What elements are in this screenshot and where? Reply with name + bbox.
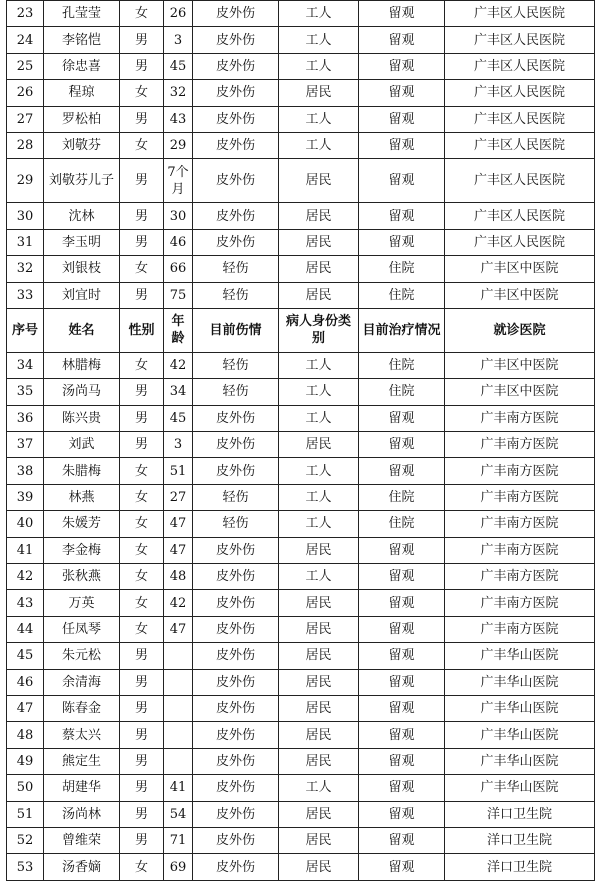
cell-injury: 皮外伤 [193, 27, 279, 53]
cell-hospital: 广丰南方医院 [445, 564, 595, 590]
cell-treatment: 留观 [359, 722, 445, 748]
cell-no: 43 [7, 590, 44, 616]
cell-name: 余清海 [44, 669, 120, 695]
cell-treatment: 留观 [359, 564, 445, 590]
cell-hospital: 广丰南方医院 [445, 405, 595, 431]
cell-no: 23 [7, 1, 44, 27]
cell-hospital: 广丰区人民医院 [445, 80, 595, 106]
cell-no: 41 [7, 537, 44, 563]
cell-name: 曾维荣 [44, 827, 120, 853]
cell-gender: 男 [120, 405, 164, 431]
cell-no: 31 [7, 229, 44, 255]
cell-age: 54 [164, 801, 193, 827]
cell-no: 39 [7, 484, 44, 510]
cell-identity: 工人 [279, 27, 359, 53]
cell-hospital: 广丰南方医院 [445, 537, 595, 563]
cell-no: 45 [7, 643, 44, 669]
table-row [7, 53, 595, 79]
cell-gender: 男 [120, 27, 164, 53]
cell-age: 48 [164, 564, 193, 590]
cell-identity: 居民 [279, 80, 359, 106]
cell-no: 38 [7, 458, 44, 484]
cell-injury: 皮外伤 [193, 590, 279, 616]
cell-injury: 皮外伤 [193, 775, 279, 801]
cell-hospital: 广丰区人民医院 [445, 229, 595, 255]
cell-identity: 工人 [279, 484, 359, 510]
cell-gender: 男 [120, 695, 164, 721]
table-row [7, 564, 595, 590]
cell-injury: 皮外伤 [193, 159, 279, 203]
cell-gender: 女 [120, 352, 164, 378]
cell-injury: 轻伤 [193, 256, 279, 282]
cell-treatment: 留观 [359, 801, 445, 827]
cell-age: 42 [164, 590, 193, 616]
cell-hospital: 广丰南方医院 [445, 458, 595, 484]
table-row [7, 256, 595, 282]
cell-hospital: 广丰南方医院 [445, 616, 595, 642]
cell-treatment: 留观 [359, 669, 445, 695]
cell-age: 29 [164, 132, 193, 158]
cell-hospital: 广丰区人民医院 [445, 27, 595, 53]
cell-age [164, 695, 193, 721]
cell-treatment: 留观 [359, 458, 445, 484]
cell-gender: 女 [120, 537, 164, 563]
cell-treatment: 留观 [359, 432, 445, 458]
cell-treatment: 留观 [359, 590, 445, 616]
cell-identity: 工人 [279, 564, 359, 590]
table-row [7, 27, 595, 53]
cell-no: 44 [7, 616, 44, 642]
cell-name: 熊定生 [44, 748, 120, 774]
cell-gender: 男 [120, 159, 164, 203]
cell-injury: 皮外伤 [193, 537, 279, 563]
cell-name: 沈林 [44, 203, 120, 229]
cell-name: 李金梅 [44, 537, 120, 563]
table-row [7, 159, 595, 203]
table-row [7, 229, 595, 255]
cell-name: 张秋燕 [44, 564, 120, 590]
cell-no: 49 [7, 748, 44, 774]
cell-no: 46 [7, 669, 44, 695]
cell-gender: 男 [120, 106, 164, 132]
cell-age: 41 [164, 775, 193, 801]
cell-no: 53 [7, 854, 44, 880]
cell-name: 汤尚林 [44, 801, 120, 827]
cell-name: 罗松柏 [44, 106, 120, 132]
cell-identity: 居民 [279, 229, 359, 255]
cell-age: 27 [164, 484, 193, 510]
cell-gender: 男 [120, 432, 164, 458]
table-row [7, 827, 595, 853]
cell-gender: 女 [120, 484, 164, 510]
table-row [7, 405, 595, 431]
cell-treatment: 住院 [359, 282, 445, 308]
cell-identity: 工人 [279, 106, 359, 132]
table-row [7, 616, 595, 642]
table-row [7, 590, 595, 616]
cell-no: 48 [7, 722, 44, 748]
cell-treatment: 留观 [359, 748, 445, 774]
cell-hospital: 广丰南方医院 [445, 511, 595, 537]
cell-hospital: 广丰区中医院 [445, 352, 595, 378]
cell-treatment: 留观 [359, 159, 445, 203]
cell-age: 46 [164, 229, 193, 255]
cell-identity: 居民 [279, 643, 359, 669]
cell-gender: 女 [120, 80, 164, 106]
cell-injury: 轻伤 [193, 282, 279, 308]
cell-no: 33 [7, 282, 44, 308]
cell-treatment: 留观 [359, 80, 445, 106]
cell-hospital: 广丰区中医院 [445, 256, 595, 282]
cell-injury: 皮外伤 [193, 405, 279, 431]
cell-no: 26 [7, 80, 44, 106]
cell-treatment: 住院 [359, 256, 445, 282]
table-row [7, 106, 595, 132]
cell-injury: 皮外伤 [193, 1, 279, 27]
cell-identity: 工人 [279, 379, 359, 405]
header-injury: 目前伤情 [193, 308, 279, 352]
cell-no: 47 [7, 695, 44, 721]
cell-injury: 轻伤 [193, 379, 279, 405]
cell-name: 朱媛芳 [44, 511, 120, 537]
cell-name: 胡建华 [44, 775, 120, 801]
cell-identity: 居民 [279, 282, 359, 308]
cell-treatment: 留观 [359, 229, 445, 255]
cell-hospital: 广丰华山医院 [445, 695, 595, 721]
cell-injury: 皮外伤 [193, 80, 279, 106]
cell-identity: 居民 [279, 590, 359, 616]
cell-no: 42 [7, 564, 44, 590]
header-identity: 病人身份类别 [279, 308, 359, 352]
cell-name: 刘武 [44, 432, 120, 458]
cell-age [164, 643, 193, 669]
cell-gender: 女 [120, 458, 164, 484]
cell-injury: 皮外伤 [193, 801, 279, 827]
cell-injury: 轻伤 [193, 511, 279, 537]
cell-injury: 皮外伤 [193, 748, 279, 774]
cell-age: 42 [164, 352, 193, 378]
table-row [7, 801, 595, 827]
cell-name: 刘敬芬 [44, 132, 120, 158]
cell-treatment: 留观 [359, 854, 445, 880]
cell-injury: 皮外伤 [193, 827, 279, 853]
cell-no: 40 [7, 511, 44, 537]
cell-age: 47 [164, 511, 193, 537]
cell-treatment: 住院 [359, 379, 445, 405]
table-row [7, 132, 595, 158]
cell-no: 27 [7, 106, 44, 132]
cell-hospital: 广丰华山医院 [445, 722, 595, 748]
header-name: 姓名 [44, 308, 120, 352]
cell-age: 75 [164, 282, 193, 308]
cell-identity: 居民 [279, 722, 359, 748]
cell-no: 34 [7, 352, 44, 378]
cell-gender: 女 [120, 256, 164, 282]
cell-name: 刘银枝 [44, 256, 120, 282]
cell-name: 汤尚马 [44, 379, 120, 405]
table-row [7, 203, 595, 229]
cell-age: 71 [164, 827, 193, 853]
cell-identity: 工人 [279, 775, 359, 801]
cell-age [164, 722, 193, 748]
table-body-bottom [7, 352, 595, 880]
cell-hospital: 广丰区人民医院 [445, 159, 595, 203]
cell-identity: 居民 [279, 203, 359, 229]
cell-no: 24 [7, 27, 44, 53]
cell-injury: 皮外伤 [193, 132, 279, 158]
cell-age: 32 [164, 80, 193, 106]
cell-no: 29 [7, 159, 44, 203]
cell-age: 69 [164, 854, 193, 880]
cell-hospital: 广丰华山医院 [445, 748, 595, 774]
table-row [7, 282, 595, 308]
table-row [7, 432, 595, 458]
cell-gender: 女 [120, 511, 164, 537]
cell-hospital: 广丰区人民医院 [445, 53, 595, 79]
header-age: 年龄 [164, 308, 193, 352]
header-row [7, 308, 595, 352]
cell-identity: 居民 [279, 159, 359, 203]
cell-gender: 男 [120, 53, 164, 79]
cell-identity: 工人 [279, 405, 359, 431]
cell-no: 36 [7, 405, 44, 431]
cell-injury: 轻伤 [193, 352, 279, 378]
cell-no: 25 [7, 53, 44, 79]
cell-treatment: 留观 [359, 53, 445, 79]
cell-name: 任凤琴 [44, 616, 120, 642]
header-hospital: 就诊医院 [445, 308, 595, 352]
cell-treatment: 留观 [359, 1, 445, 27]
cell-treatment: 留观 [359, 106, 445, 132]
cell-identity: 居民 [279, 748, 359, 774]
cell-name: 刘宜时 [44, 282, 120, 308]
cell-gender: 女 [120, 854, 164, 880]
cell-injury: 皮外伤 [193, 643, 279, 669]
table-row [7, 695, 595, 721]
cell-hospital: 广丰华山医院 [445, 643, 595, 669]
cell-hospital: 广丰区中医院 [445, 282, 595, 308]
cell-name: 孔莹莹 [44, 1, 120, 27]
cell-name: 陈春金 [44, 695, 120, 721]
cell-identity: 居民 [279, 669, 359, 695]
table-row [7, 511, 595, 537]
cell-name: 朱腊梅 [44, 458, 120, 484]
table-row [7, 379, 595, 405]
table-row [7, 458, 595, 484]
cell-identity: 居民 [279, 537, 359, 563]
cell-identity: 居民 [279, 616, 359, 642]
cell-no: 51 [7, 801, 44, 827]
cell-injury: 皮外伤 [193, 564, 279, 590]
cell-injury: 皮外伤 [193, 53, 279, 79]
cell-hospital: 广丰区人民医院 [445, 132, 595, 158]
cell-injury: 皮外伤 [193, 616, 279, 642]
cell-identity: 工人 [279, 132, 359, 158]
cell-name: 林腊梅 [44, 352, 120, 378]
table-row [7, 748, 595, 774]
cell-treatment: 住院 [359, 352, 445, 378]
cell-hospital: 广丰区人民医院 [445, 203, 595, 229]
patient-table [6, 0, 595, 881]
cell-injury: 皮外伤 [193, 106, 279, 132]
cell-hospital: 广丰南方医院 [445, 432, 595, 458]
cell-age: 3 [164, 27, 193, 53]
cell-hospital: 洋口卫生院 [445, 827, 595, 853]
cell-injury: 皮外伤 [193, 458, 279, 484]
cell-name: 林燕 [44, 484, 120, 510]
cell-gender: 女 [120, 616, 164, 642]
cell-gender: 男 [120, 379, 164, 405]
cell-hospital: 广丰华山医院 [445, 669, 595, 695]
cell-identity: 工人 [279, 352, 359, 378]
cell-identity: 工人 [279, 53, 359, 79]
cell-age [164, 748, 193, 774]
cell-gender: 男 [120, 722, 164, 748]
cell-name: 程琼 [44, 80, 120, 106]
cell-treatment: 留观 [359, 643, 445, 669]
cell-age: 43 [164, 106, 193, 132]
table-row [7, 722, 595, 748]
cell-injury: 皮外伤 [193, 854, 279, 880]
cell-identity: 居民 [279, 854, 359, 880]
table-row [7, 352, 595, 378]
cell-identity: 工人 [279, 1, 359, 27]
cell-gender: 女 [120, 590, 164, 616]
cell-hospital: 广丰华山医院 [445, 775, 595, 801]
cell-injury: 皮外伤 [193, 695, 279, 721]
cell-no: 35 [7, 379, 44, 405]
header-treatment: 目前治疗情况 [359, 308, 445, 352]
cell-hospital: 广丰南方医院 [445, 484, 595, 510]
cell-no: 32 [7, 256, 44, 282]
cell-treatment: 留观 [359, 695, 445, 721]
cell-gender: 男 [120, 827, 164, 853]
cell-no: 50 [7, 775, 44, 801]
cell-name: 徐忠喜 [44, 53, 120, 79]
cell-name: 刘敬芬儿子 [44, 159, 120, 203]
cell-gender: 男 [120, 229, 164, 255]
cell-age [164, 669, 193, 695]
cell-name: 李玉明 [44, 229, 120, 255]
cell-age: 3 [164, 432, 193, 458]
table-row [7, 775, 595, 801]
cell-hospital: 广丰区人民医院 [445, 1, 595, 27]
cell-hospital: 洋口卫生院 [445, 854, 595, 880]
cell-gender: 男 [120, 669, 164, 695]
table-row [7, 1, 595, 27]
cell-name: 蔡太兴 [44, 722, 120, 748]
cell-injury: 轻伤 [193, 484, 279, 510]
cell-hospital: 广丰区人民医院 [445, 106, 595, 132]
cell-name: 汤香嫡 [44, 854, 120, 880]
cell-injury: 皮外伤 [193, 722, 279, 748]
cell-treatment: 住院 [359, 511, 445, 537]
cell-hospital: 广丰南方医院 [445, 590, 595, 616]
cell-treatment: 住院 [359, 484, 445, 510]
table-row [7, 669, 595, 695]
cell-age: 34 [164, 379, 193, 405]
table-row [7, 854, 595, 880]
table-body-top [7, 1, 595, 309]
cell-age: 26 [164, 1, 193, 27]
cell-gender: 男 [120, 748, 164, 774]
cell-identity: 居民 [279, 695, 359, 721]
table-row [7, 537, 595, 563]
cell-no: 28 [7, 132, 44, 158]
cell-injury: 皮外伤 [193, 669, 279, 695]
cell-treatment: 留观 [359, 405, 445, 431]
cell-gender: 男 [120, 203, 164, 229]
cell-name: 万英 [44, 590, 120, 616]
cell-identity: 居民 [279, 801, 359, 827]
cell-treatment: 留观 [359, 203, 445, 229]
cell-no: 30 [7, 203, 44, 229]
cell-treatment: 留观 [359, 775, 445, 801]
cell-name: 李铭恺 [44, 27, 120, 53]
cell-treatment: 留观 [359, 616, 445, 642]
cell-hospital: 洋口卫生院 [445, 801, 595, 827]
cell-injury: 皮外伤 [193, 432, 279, 458]
cell-injury: 皮外伤 [193, 229, 279, 255]
cell-gender: 男 [120, 643, 164, 669]
cell-no: 52 [7, 827, 44, 853]
cell-gender: 女 [120, 1, 164, 27]
table-header [7, 308, 595, 352]
cell-identity: 居民 [279, 432, 359, 458]
cell-treatment: 留观 [359, 827, 445, 853]
cell-name: 朱元松 [44, 643, 120, 669]
cell-treatment: 留观 [359, 27, 445, 53]
cell-age: 47 [164, 616, 193, 642]
cell-gender: 女 [120, 564, 164, 590]
cell-identity: 工人 [279, 458, 359, 484]
cell-gender: 女 [120, 132, 164, 158]
cell-age: 7个月 [164, 159, 193, 203]
cell-identity: 居民 [279, 827, 359, 853]
cell-identity: 工人 [279, 511, 359, 537]
header-gender: 性别 [120, 308, 164, 352]
cell-treatment: 留观 [359, 132, 445, 158]
cell-age: 47 [164, 537, 193, 563]
cell-age: 45 [164, 405, 193, 431]
cell-no: 37 [7, 432, 44, 458]
cell-gender: 男 [120, 282, 164, 308]
cell-treatment: 留观 [359, 537, 445, 563]
cell-gender: 男 [120, 801, 164, 827]
table-row [7, 643, 595, 669]
cell-injury: 皮外伤 [193, 203, 279, 229]
cell-age: 30 [164, 203, 193, 229]
cell-name: 陈兴贵 [44, 405, 120, 431]
cell-age: 51 [164, 458, 193, 484]
table-row [7, 80, 595, 106]
cell-age: 45 [164, 53, 193, 79]
cell-hospital: 广丰区中医院 [445, 379, 595, 405]
cell-age: 66 [164, 256, 193, 282]
cell-gender: 男 [120, 775, 164, 801]
table-row [7, 484, 595, 510]
cell-identity: 居民 [279, 256, 359, 282]
header-no: 序号 [7, 308, 44, 352]
